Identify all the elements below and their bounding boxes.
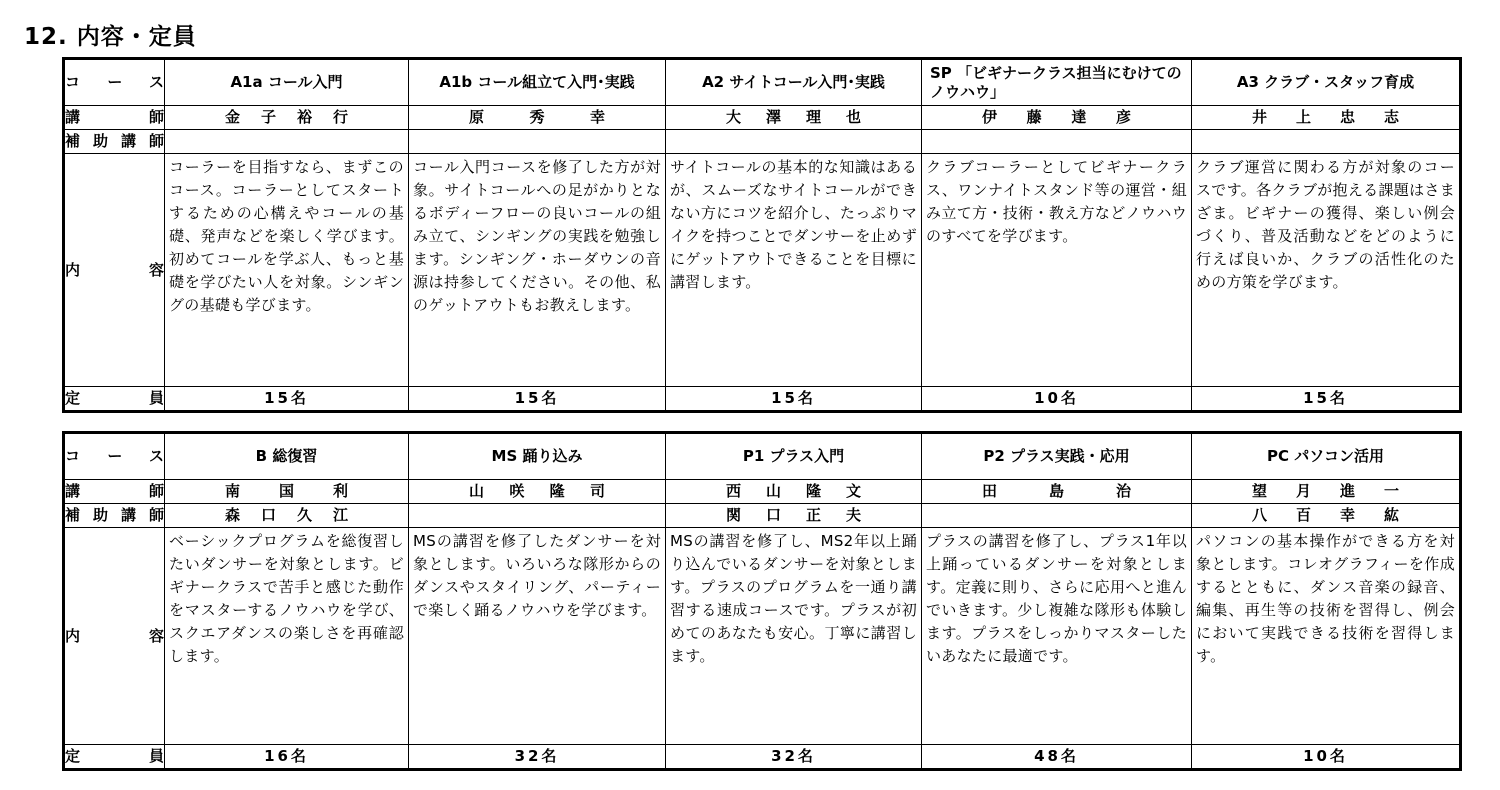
capacity-label: 定員 — [64, 387, 165, 412]
assistant-name: 森口久江 — [165, 504, 409, 528]
content-text: クラブ運営に関わる方が対象のコースです。各クラブが抱える課題はさまざま。ビギナーの獲得、楽しい例会づくり、普及活動などをどのように行えば良いか、クラブの活性化のための方策を学びます。 — [1192, 154, 1461, 387]
course-row — [64, 433, 1461, 480]
content-text: MSの講習を修了したダンサーを対象とします。いろいろな隊形からのダンスやスタイリング、パーティーで楽しく踊るノウハウを学びます。 — [409, 528, 666, 745]
capacity-value: 10名 — [1192, 745, 1461, 770]
assistant-label: 補助講師 — [64, 130, 165, 154]
course-name: A2 サイトコール入門･実践 — [702, 73, 885, 91]
course-cell — [165, 59, 409, 106]
instructor-row — [64, 106, 1461, 130]
capacity-row — [64, 745, 1461, 770]
content-row — [64, 154, 1461, 387]
assistant-name: 八百幸紘 — [1192, 504, 1461, 528]
content-row — [64, 528, 1461, 745]
content-text: プラスの講習を修了し、プラス1年以上踊っているダンサーを対象とします。定義に則り、さらに応用へと進んでいきます。少し複雑な隊形も体験します。プラスをしっかりマスターしたいあなたに最適です。 — [922, 528, 1192, 745]
capacity-value: 15名 — [666, 387, 922, 412]
capacity-value: 32名 — [409, 745, 666, 770]
instructor-name: 山咲隆司 — [409, 480, 666, 504]
content-text: サイトコールの基本的な知識はあるが、スムーズなサイトコールができない方にコツを紹介し、たっぷりマイクを持つことでダンサーを止めずにゲットアウトできることを目標に講習します。 — [666, 154, 922, 387]
course-name: A3 クラブ・スタッフ育成 — [1236, 73, 1415, 91]
instructor-name: 井上忠志 — [1192, 106, 1461, 130]
instructor-label: 講師 — [64, 106, 165, 130]
assistant-label: 補助講師 — [64, 504, 165, 528]
content-text: ベーシックプログラムを総復習したいダンサーを対象とします。ビギナークラスで苦手と感じた動作をマスターするノウハウを学び、スクエアダンスの楽しさを再確認します。 — [165, 528, 409, 745]
course-cell — [409, 433, 666, 480]
course-cell — [666, 433, 922, 480]
content-label: 内容 — [64, 528, 165, 745]
course-name: A1b コール組立て入門･実践 — [439, 73, 635, 91]
course-table-1 — [62, 57, 1462, 413]
assistant-name: 関口正夫 — [666, 504, 922, 528]
content-text: MSの講習を修了し、MS2年以上踊り込んでいるダンサーを対象とします。プラスのプログラムを一通り講習する速成コースです。プラスが初めてのあなたも安心。丁寧に講習します。 — [666, 528, 922, 745]
capacity-value: 16名 — [165, 745, 409, 770]
course-row — [64, 59, 1461, 106]
content-text: パソコンの基本操作ができる方を対象とします。コレオグラフィーを作成するとともに、ダンス音楽の録音、編集、再生等の技術を習得し、例会において実践できる技術を習得します。 — [1192, 528, 1461, 745]
capacity-value: 15名 — [409, 387, 666, 412]
page-title: 12. 内容・定員 — [24, 24, 197, 50]
course-name: MS 踊り込み — [491, 447, 583, 465]
instructor-row — [64, 480, 1461, 504]
course-name: SP 「ビギナークラス担当にむけてのノウハウ」 — [930, 63, 1182, 101]
course-name: B 総復習 — [255, 447, 318, 465]
course-cell — [1192, 433, 1461, 480]
course-label: コース — [64, 59, 165, 106]
assistant-name — [165, 130, 409, 154]
assistant-name — [409, 504, 666, 528]
instructor-name: 西山隆文 — [666, 480, 922, 504]
capacity-value: 48名 — [922, 745, 1192, 770]
course-cell — [165, 433, 409, 480]
course-name: PC パソコン活用 — [1267, 447, 1384, 465]
instructor-name: 田島治 — [922, 480, 1192, 504]
course-cell — [666, 59, 922, 106]
course-name: A1a コール入門 — [230, 73, 343, 91]
assistant-name — [409, 130, 666, 154]
course-name: P1 プラス入門 — [742, 447, 845, 465]
capacity-value: 15名 — [165, 387, 409, 412]
instructor-name: 伊藤達彦 — [922, 106, 1192, 130]
capacity-label: 定員 — [64, 745, 165, 770]
instructor-name: 金子裕行 — [165, 106, 409, 130]
course-cell — [922, 59, 1192, 106]
assistant-name — [666, 130, 922, 154]
capacity-value: 10名 — [922, 387, 1192, 412]
course-cell — [922, 433, 1192, 480]
course-name: P2 プラス実践・応用 — [983, 447, 1130, 465]
assistant-name — [922, 504, 1192, 528]
capacity-row — [64, 387, 1461, 412]
assistant-name — [922, 130, 1192, 154]
capacity-value: 15名 — [1192, 387, 1461, 412]
course-cell — [409, 59, 666, 106]
course-label: コース — [64, 433, 165, 480]
instructor-name: 原秀幸 — [409, 106, 666, 130]
content-text: コール入門コースを修了した方が対象。サイトコールへの足がかりとなるボディーフローの良いコールの組み立て、シンギングの実践を勉強します。シンギング・ホーダウンの音源は持参してください。その他、私のゲットアウトもお教えします。 — [409, 154, 666, 387]
instructor-name: 大澤理也 — [666, 106, 922, 130]
content-text: クラブコーラーとしてビギナークラス、ワンナイトスタンド等の運営・組み立て方・技術・教え方などノウハウのすべてを学びます。 — [922, 154, 1192, 387]
instructor-name: 望月進一 — [1192, 480, 1461, 504]
instructor-name: 南国利 — [165, 480, 409, 504]
course-table-2 — [62, 431, 1462, 771]
assistant-name — [1192, 130, 1461, 154]
instructor-label: 講師 — [64, 480, 165, 504]
assistant-row — [64, 130, 1461, 154]
content-label: 内容 — [64, 154, 165, 387]
content-text: コーラーを目指すなら、まずこのコース。コーラーとしてスタートするための心構えやコールの基礎、発声などを楽しく学びます。初めてコールを学ぶ人、もっと基礎を学びたい人を対象。シンギングの基礎も学びます。 — [165, 154, 409, 387]
course-cell — [1192, 59, 1461, 106]
assistant-row — [64, 504, 1461, 528]
capacity-value: 32名 — [666, 745, 922, 770]
